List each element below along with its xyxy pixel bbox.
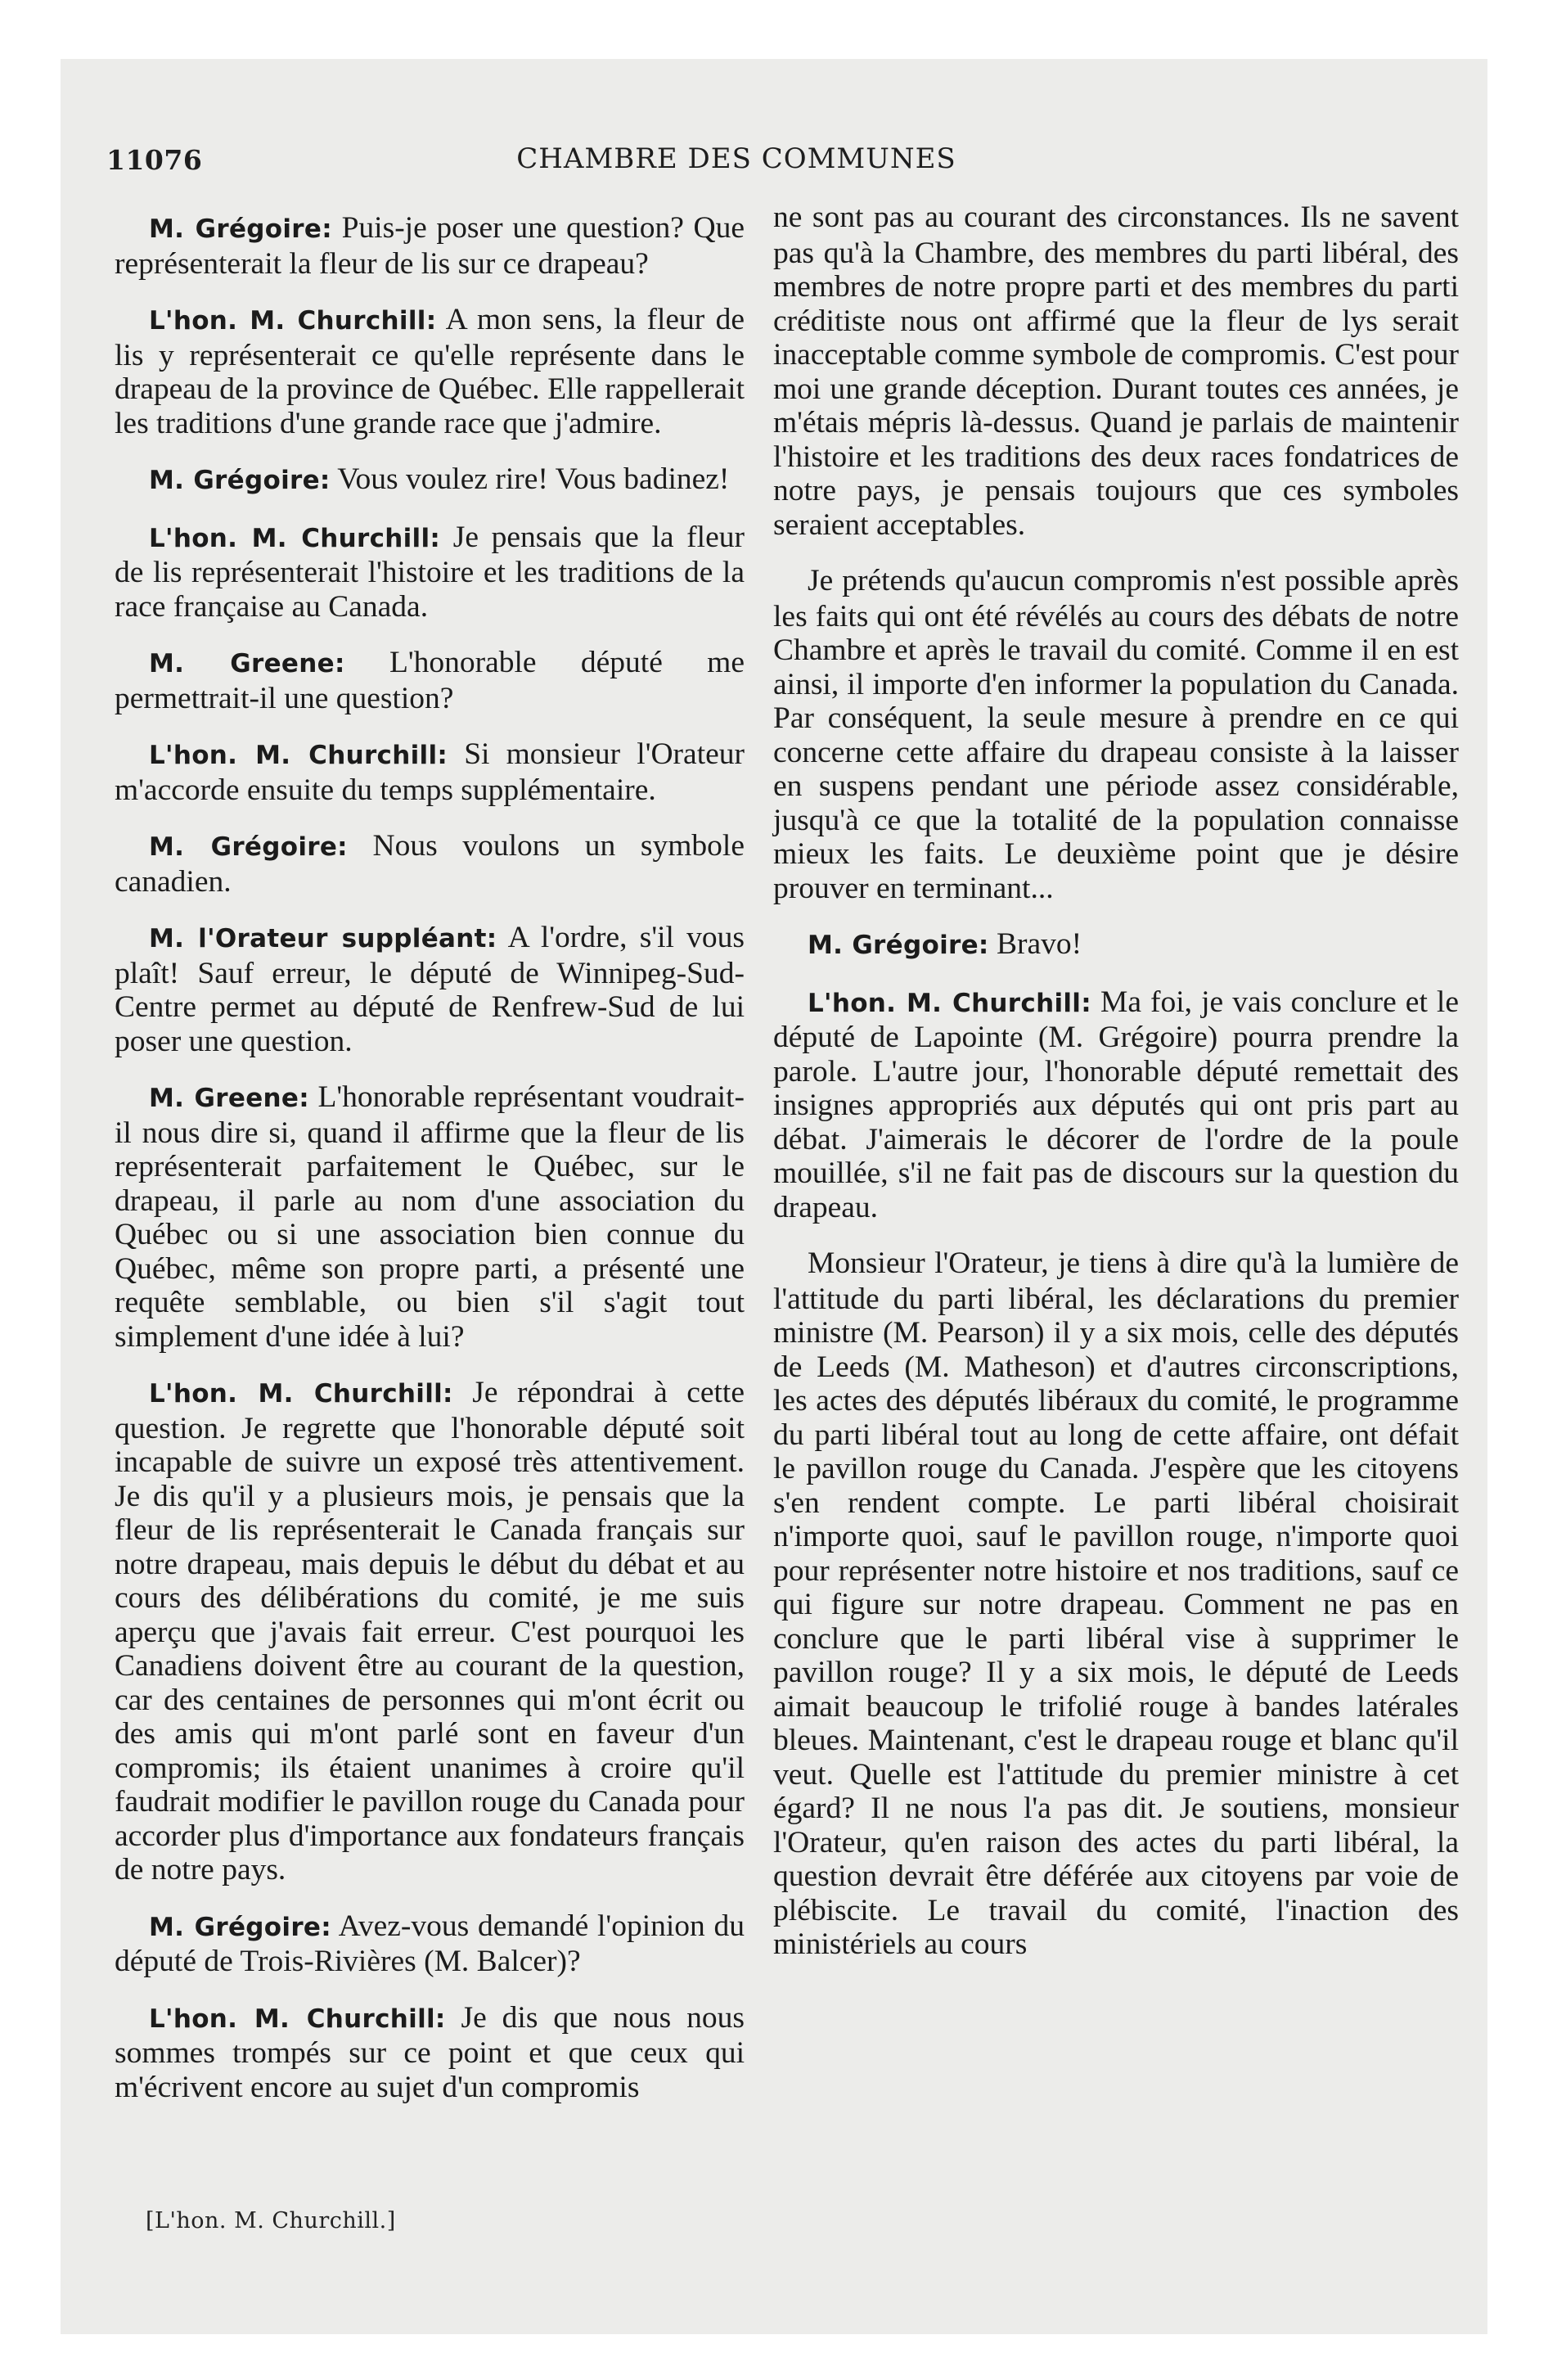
right-column (773, 201, 1459, 1984)
speech-paragraph (773, 927, 1459, 963)
speaker-name: M. Grégoire: (149, 1912, 331, 1942)
speech-text: Puis-je poser une question? Que représenterait la fleur de lis sur ce drapeau? (115, 211, 745, 281)
speaker-name: L'hon. M. Churchill: (149, 2004, 446, 2034)
speaker-footer-reference: [L'hon. M. Churchill.] (146, 2208, 396, 2234)
speaker-name: L'hon. M. Churchill: (149, 1379, 453, 1409)
speech-paragraph (115, 303, 745, 440)
speech-text: Nous voulons un symbole canadien. (115, 829, 745, 899)
speaker-name: M. Grégoire: (808, 931, 989, 960)
speech-text: Je pensais que la fleur de lis représenterait l'histoire et les traditions de la race française au Canada. (115, 520, 745, 624)
speech-paragraph (115, 829, 745, 899)
speech-paragraph (115, 1376, 745, 1887)
speech-text: Vous voulez rire! Vous badinez! (330, 462, 730, 496)
speaker-name: L'hon. M. Churchill: (808, 988, 1091, 1018)
speech-text: Si monsieur l'Orateur m'accorde ensuite du temps supplémentaire. (115, 737, 745, 807)
speech-text: Je répondrai à cette question. Je regrette que l'honorable député soit incapable de suivre un exposé très attentivement. Je dis qu'il y a plusieurs mois, je pensais que la fleur de lis représenterait le Canada français sur notre drapeau, mais depuis le début du débat et au cours des délibérations du comité, je me suis aperçu que j'avais fait erreur. C'est pourquoi les Canadiens doivent être au courant de la question, car des centaines de personnes qui m'ont écrit ou des amis qui m'ont parlé sont en faveur d'un compromis; ils étaient unanimes à croire qu'il faudrait modifier le pavillon rouge du Canada pour accorder plus d'importance aux fondateurs français de notre pays. (115, 1376, 745, 1886)
speech-paragraph (115, 1080, 745, 1354)
speech-text: ne sont pas au courant des circonstances. Ils ne savent pas qu'à la Chambre, des membres du parti libéral, des membres de notre propre parti et des membres du parti créditiste nous ont affirmé que la fleur de lys serait inacceptable comme symbole de compromis. C'est pour moi une grande déception. Durant toutes ces années, je m'étais mépris là-dessus. Quand je parlais de maintenir l'histoire et les traditions des deux races fondatrices de notre pays, je pensais toujours que ces symboles seraient acceptables. (773, 201, 1459, 542)
speech-paragraph (115, 921, 745, 1058)
speech-paragraph (115, 211, 745, 281)
speaker-name: M. Greene: (149, 649, 345, 678)
speech-paragraph (115, 521, 745, 624)
speech-text: Bravo! (988, 927, 1082, 961)
speech-text: L'honorable député me permettrait-il une question? (115, 646, 745, 715)
speaker-name: L'hon. M. Churchill: (149, 306, 437, 336)
left-column (115, 211, 745, 2126)
running-title: CHAMBRE DES COMMUNES (516, 142, 956, 175)
speech-paragraph (115, 2001, 745, 2105)
speaker-name: L'hon. M. Churchill: (149, 741, 448, 770)
speaker-name: M. Greene: (149, 1084, 309, 1113)
page-header (106, 144, 1465, 185)
page-number: 11076 (106, 144, 203, 176)
speaker-name: L'hon. M. Churchill: (149, 523, 441, 553)
speaker-name: M. Grégoire: (149, 832, 348, 862)
speaker-name: M. Grégoire: (149, 466, 331, 495)
speech-text: Je prétends qu'aucun compromis n'est possible après les faits qui ont été révélés au cours des débats de notre Chambre et après le travail du comité. Comme il en est ainsi, il importe d'en informer la population du Canada. Par conséquent, la seule mesure à prendre en ce qui concerne cette affaire du drapeau consiste à la laisser en suspens pendant une période assez considérable, jusqu'à ce que la totalité de la population connaisse mieux les faits. Le deuxième point que je désire prouver en terminant... (773, 564, 1459, 905)
speaker-name: M. l'Orateur suppléant: (149, 924, 497, 953)
speech-paragraph (773, 1246, 1459, 1962)
speech-paragraph (115, 646, 745, 715)
speech-text: Ma foi, je vais conclure et le député de Lapointe (M. Grégoire) pourra prendre la parole. L'autre jour, l'honorable député remettait des insignes appropriés aux députés qui ont pris part au débat. J'aimerais le décorer de l'ordre de la poule mouillée, s'il ne fait pas de discours sur la question du drapeau. (773, 985, 1459, 1224)
speech-text: L'honorable représentant voudrait-il nous dire si, quand il affirme que la fleur de lis représenterait parfaitement le Québec, sur le drapeau, il parle au nom d'une association du Québec ou si une association bien connue du Québec, même son propre parti, a présenté une requête semblable, ou bien s'il s'agit tout simplement d'une idée à lui? (115, 1080, 745, 1354)
speech-paragraph (115, 462, 745, 498)
speech-paragraph (773, 564, 1459, 905)
speaker-name: M. Grégoire: (149, 214, 332, 244)
speech-paragraph (115, 737, 745, 807)
speech-text: Je dis que nous nous sommes trompés sur ce point et que ceux qui m'écrivent encore au sujet d'un compromis (115, 2000, 745, 2104)
speech-text: Avez-vous demandé l'opinion du député de Trois-Rivières (M. Balcer)? (115, 1909, 745, 1978)
speech-text: A l'ordre, s'il vous plaît! Sauf erreur, le député de Winnipeg-Sud-Centre permet au député de Renfrew-Sud de lui poser une question. (115, 921, 745, 1058)
speech-text: Monsieur l'Orateur, je tiens à dire qu'à la lumière de l'attitude du parti libéral, les déclarations du premier ministre (M. Pearson) il y a six mois, celle des députés de Leeds (M. Matheson) et d'autres circonscriptions, les actes des députés libéraux du comité, le programme du parti libéral tout au long de cette affaire, ont défait le pavillon rouge du Canada. J'espère que les citoyens s'en rendent compte. Le parti libéral choisirait n'importe quoi, sauf le pavillon rouge, n'importe quoi pour représenter notre histoire et nos traditions, sauf ce qui figure sur notre drapeau. Comment ne pas en conclure que le parti libéral vise à supprimer le pavillon rouge? Il y a six mois, le député de Leeds aimait beaucoup le trifolié rouge à bandes latérales bleues. Maintenant, c'est le drapeau rouge et blanc qu'il veut. Quelle est l'attitude du premier ministre à cet égard? Il ne nous l'a pas dit. Je soutiens, monsieur l'Orateur, qu'en raison des actes du parti libéral, la question devrait être déférée aux citoyens par voie de plébiscite. Le travail du comité, l'inaction des ministériels au cours (773, 1246, 1459, 1961)
speech-paragraph (115, 1909, 745, 1979)
speech-text: A mon sens, la fleur de lis y représenterait ce qu'elle représente dans le drapeau de la province de Québec. Elle rappellerait les traditions d'une grande race que j'admire. (115, 303, 745, 440)
speech-paragraph (773, 201, 1459, 542)
speech-paragraph (773, 985, 1459, 1225)
